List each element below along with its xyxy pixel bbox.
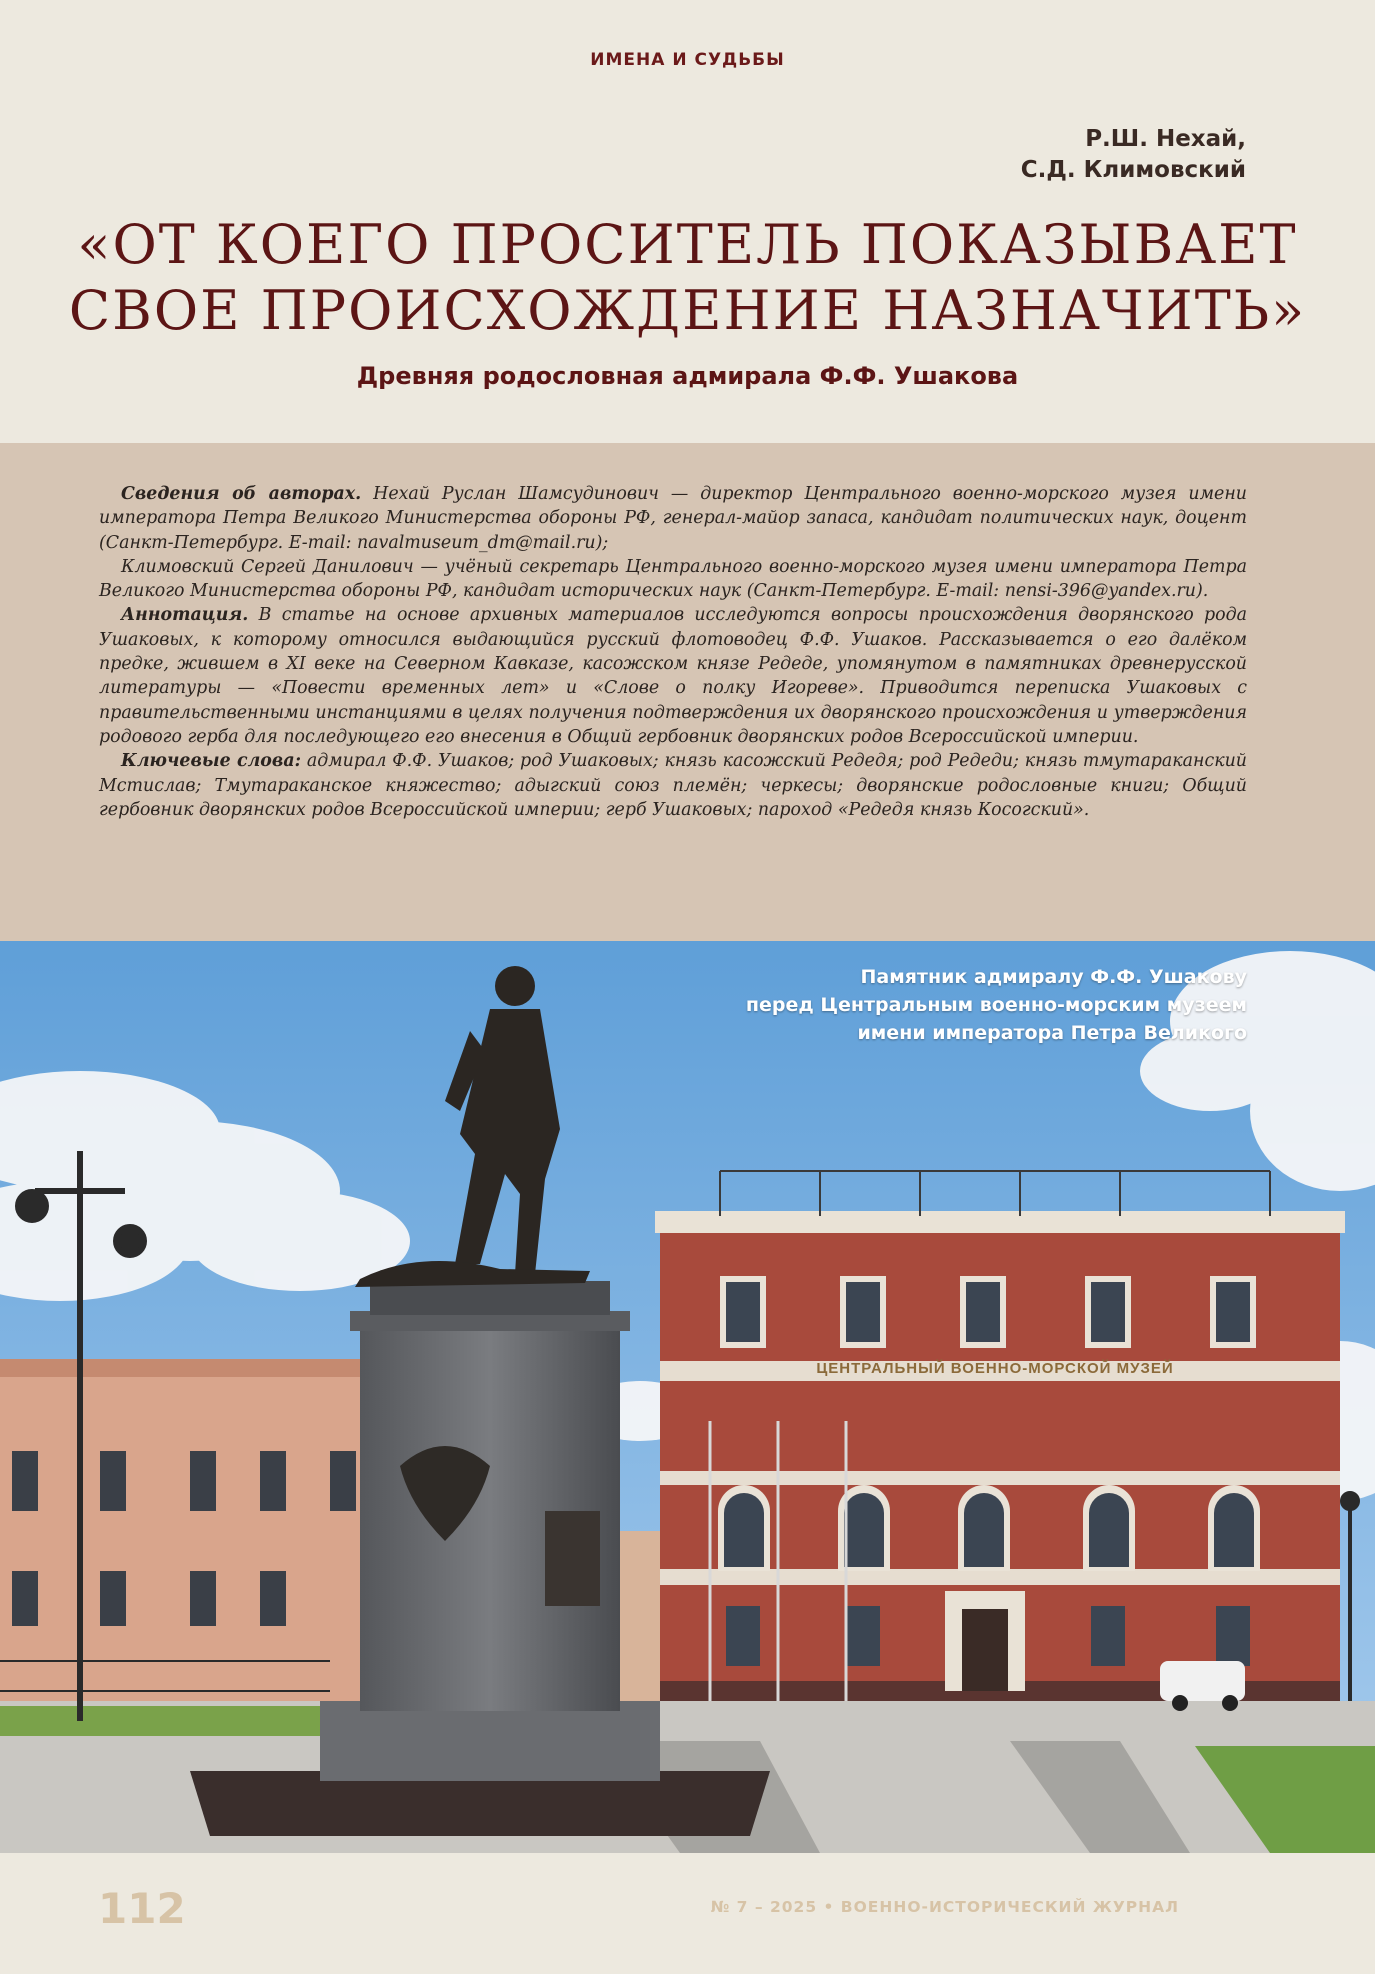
abstract-text [99,482,1247,822]
authors-info-paragraph [99,482,1247,555]
caption-line-3: имени императора Петра Великого [857,1022,1247,1044]
page-number: 112 [98,1884,186,1933]
article-title [0,212,1375,344]
section-label: ИМЕНА И СУДЬБЫ [590,50,785,70]
annotation-paragraph [99,603,1247,749]
monument-photo [0,941,1375,1853]
photo-illustration [0,941,1375,1853]
article-authors [1021,124,1246,186]
annotation-label: Аннотация. [121,605,249,626]
keywords-paragraph [99,749,1247,822]
keywords-label: Ключевые слова: [121,751,302,772]
caption-line-2: перед Центральным военно-морским музеем [745,994,1247,1016]
caption-line-1: Памятник адмиралу Ф.Ф. Ушакову [860,966,1247,988]
title-line-1: «ОТ КОЕГО ПРОСИТЕЛЬ ПОКАЗЫВАЕТ [77,213,1298,276]
museum-sign: ЦЕНТРАЛЬНЫЙ ВОЕННО-МОРСКОЙ МУЗЕЙ [816,1360,1174,1377]
author1-info: Нехай Руслан Шамсудинович — директор Центрального военно-морского музея имени императора Петра Великого Министерства обороны РФ, генерал-майор запаса, кандидат политических наук, доцент (Санкт-Петербург. E-mail: navalmuseum_dm@mail.ru); [99,484,1247,553]
author-1: Р.Ш. Нехай, [1085,126,1246,152]
photo-caption [746,963,1247,1047]
author2-info-paragraph [99,555,1247,604]
author2-info: Климовский Сергей Данилович — учёный секретарь Центрального военно-морского музея имени императора Петра Великого Министерства обороны РФ, кандидат исторических наук (Санкт-Петербург. E-mail: nensi-396@yandex.ru). [99,556,1247,602]
annotation-text: В статье на основе архивных материалов исследуются вопросы происхождения дворянского рода Ушаковых, к которому относился выдающийся русский флотоводец Ф.Ф. Ушаков. Рассказывается о его далёком предке, жившем в XI веке на Северном Кавказе, касожском князе Редеде, упомянутом в памятниках древнерусской литературы — «Повести временных лет» и «Слове о полку Игореве». Приводится переписка Ушаковых с правительственными инстанциями в целях получения подтверждения их дворянского происхождения и утверждения родового герба для последующего его внесения в Общий гербовник дворянских родов Всероссийской империи. [99,605,1247,747]
title-line-2: СВОЕ ПРОИСХОЖДЕНИЕ НАЗНАЧИТЬ» [68,279,1307,342]
article-subtitle: Древняя родословная адмирала Ф.Ф. Ушакова [356,362,1019,390]
authors-info-label: Сведения об авторах. [121,484,362,504]
author-2: С.Д. Климовский [1020,157,1246,183]
keywords-text: адмирал Ф.Ф. Ушаков; род Ушаковых; князь касожский Редедя; род Редеди; князь тмутараканский Мстислав; Тмутараканское княжество; адыгский союз племён; черкесы; дворянские родословные книги; Общий гербовник дворянских родов Всероссийской империи; герб Ушаковых; пароход «Редедя князь Косогский». [99,751,1247,820]
journal-footer: № 7 – 2025 • ВОЕННО-ИСТОРИЧЕСКИЙ ЖУРНАЛ [710,1898,1179,1916]
